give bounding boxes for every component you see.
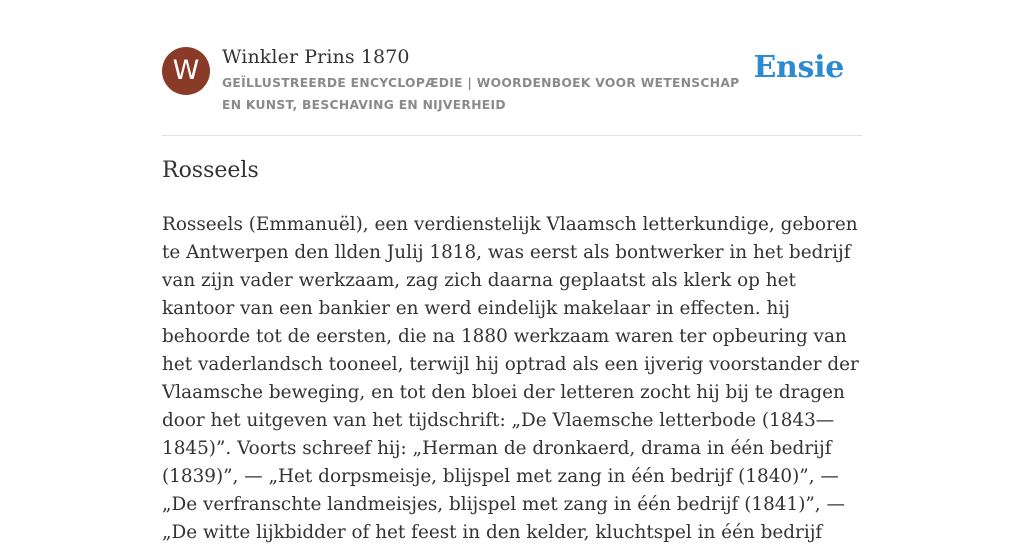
source-header bbox=[162, 46, 862, 116]
entry-body: Rosseels (Emmanuël), een verdienstelijk Vlaamsch letterkundige, geboren te Antwerpen den llden Julij 1818, was eerst als bontwerker in het bedrijf van zijn vader werkzaam, zag zich daarna geplaatst als klerk op het kantoor van een bankier en werd eindelijk makelaar in effecten. hij behoorde tot de eersten, die na 1880 werkzaam waren ter opbeuring van het vaderlandsch tooneel, terwijl hij optrad als een ijverig voorstander der Vlaamsche beweging, en tot den bloei der letteren zocht hij bij te dragen door het uitgeven van het tijdschrift: „De Vlaemsche letterbode (1843—1845)”. Voorts schreef hij: „Herman de dronkaerd, drama in één bedrijf (1839)”, — „Het dorpsmeisje, blijspel met zang in één bedrijf (1840)”, — „De verfranschte landmeisjes, blijspel met zang in één bedrijf (1841)”, — „De witte lijkbidder of het feest in den kelder, kluchtspel in één bedrijf bbox=[162, 214, 859, 543]
header-divider bbox=[162, 135, 862, 136]
entry-title: Rosseels bbox=[162, 158, 259, 183]
source-avatar[interactable]: W bbox=[162, 47, 210, 95]
source-subtitle: GEÏLLUSTREERDE ENCYCLOPÆDIE | WOORDENBOEK VOOR WETENSCHAP EN KUNST, BESCHAVING EN NIJVERHEID bbox=[222, 76, 740, 112]
ensie-logo[interactable]: Ensie bbox=[753, 50, 844, 85]
source-title[interactable]: Winkler Prins 1870 bbox=[222, 46, 410, 68]
